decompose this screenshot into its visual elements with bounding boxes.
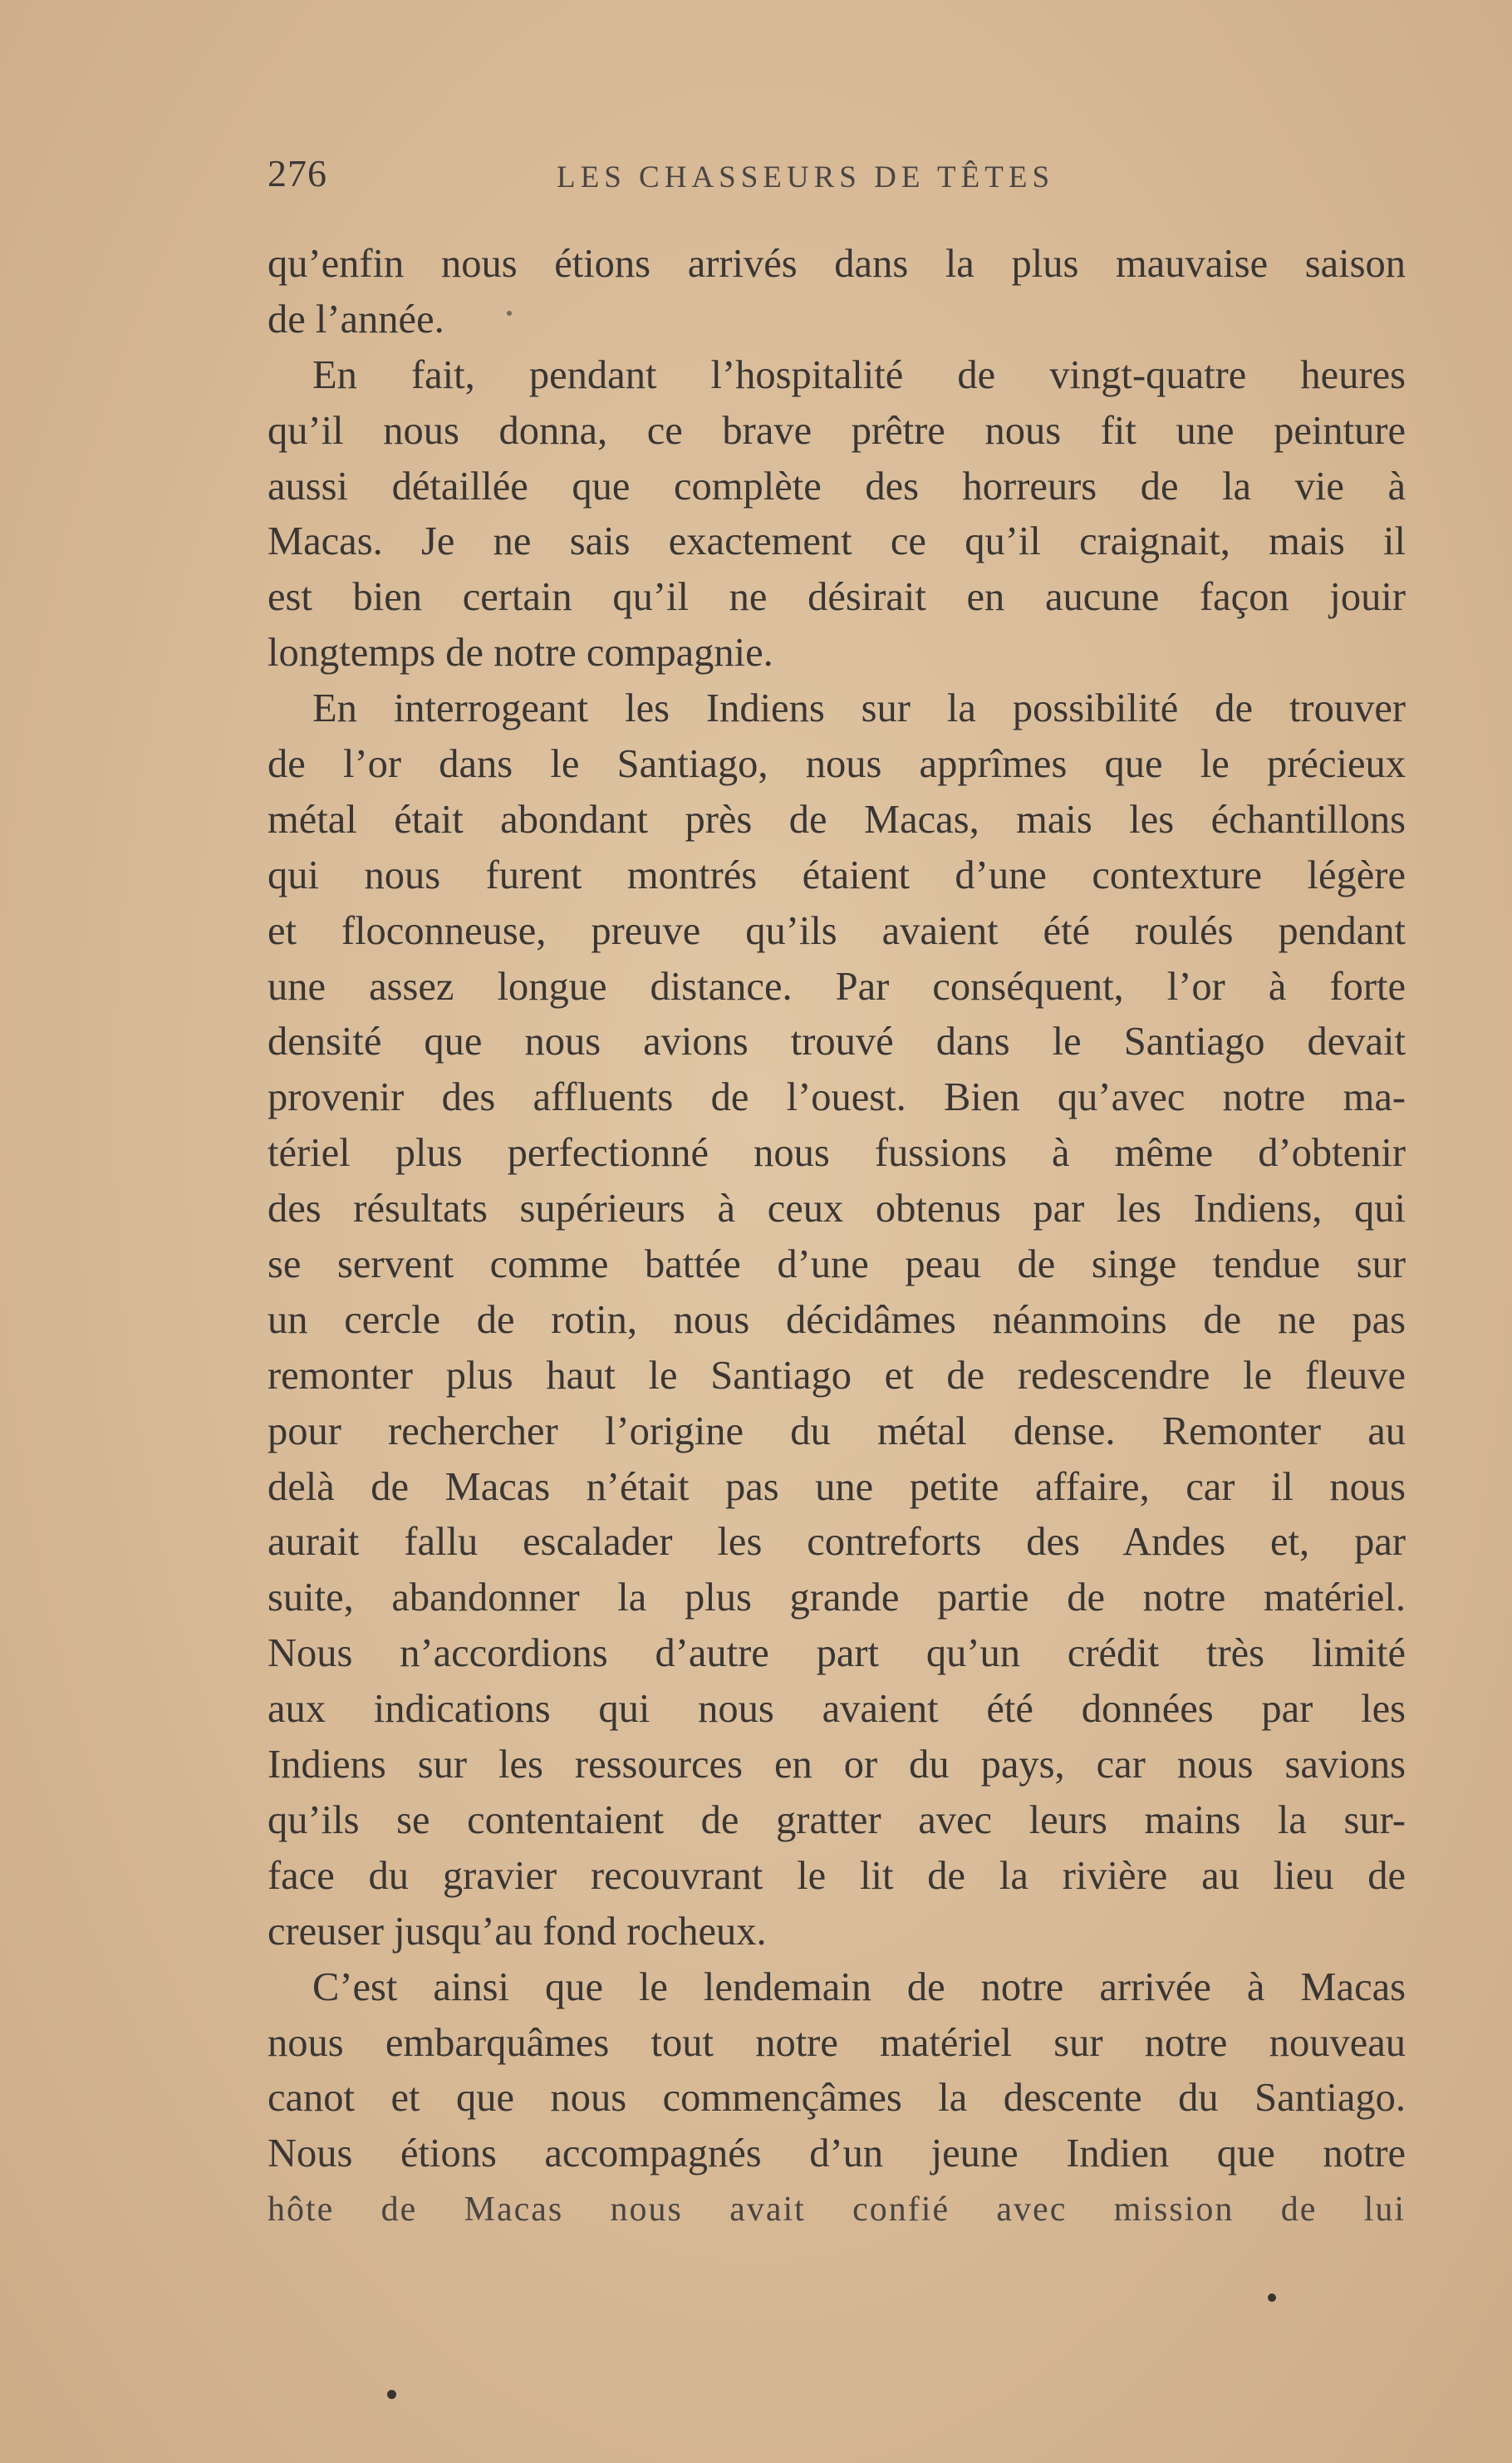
- running-title: LES CHASSEURS DE TÊTES: [557, 160, 1055, 194]
- body-text: [268, 237, 1406, 2238]
- text-line: delà de Macas n’était pas une petite affaire, car il nous: [268, 1464, 1406, 1509]
- text-line: qui nous furent montrés étaient d’une contexture légère: [268, 853, 1406, 897]
- text-line: C’est ainsi que le lendemain de notre arrivée à Macas: [312, 1964, 1406, 2009]
- text-line: et floconneuse, preuve qu’ils avaient été roulés pendant: [268, 908, 1406, 953]
- text-line: tériel plus perfectionné nous fussions à même d’obtenir: [268, 1131, 1406, 1176]
- text-line: Nous étions accompagnés d’un jeune Indien que notre: [268, 2131, 1406, 2176]
- text-line: Macas. Je ne sais exactement ce qu’il craignait, mais il: [268, 519, 1406, 564]
- text-line: provenir des affluents de l’ouest. Bien qu’avec notre ma-: [268, 1075, 1406, 1120]
- text-line: aussi détaillée que complète des horreurs de la vie à: [268, 464, 1406, 509]
- text-line: suite, abandonner la plus grande partie de notre matériel.: [268, 1576, 1406, 1620]
- text-line: face du gravier recouvrant le lit de la rivière au lieu de: [268, 1853, 1406, 1898]
- paper-speck: [387, 2390, 396, 2399]
- text-line: des résultats supérieurs à ceux obtenus par les Indiens, qui: [268, 1187, 1406, 1232]
- text-line: de l’or dans le Santiago, nous apprîmes que le précieux: [268, 742, 1406, 787]
- text-line: se servent comme battée d’une peau de singe tendue sur: [268, 1242, 1406, 1287]
- text-line: Indiens sur les ressources en or du pays, car nous savions: [268, 1743, 1406, 1787]
- text-line: qu’enfin nous étions arrivés dans la plus mauvaise saison: [268, 242, 1406, 286]
- text-line: métal était abondant près de Macas, mais les échantillons: [268, 797, 1406, 842]
- text-line: une assez longue distance. Par conséquent, l’or à forte: [268, 964, 1406, 1009]
- text-line: creuser jusqu’au fond rocheux.: [268, 1909, 767, 1954]
- text-line: est bien certain qu’il ne désirait en aucune façon jouir: [268, 575, 1406, 620]
- text-line: En interrogeant les Indiens sur la possibilité de trouver: [312, 686, 1406, 731]
- text-line: hôte de Macas nous avait confié avec mission de lui: [268, 2190, 1406, 2229]
- text-line: de l’année.: [268, 297, 444, 342]
- text-line: remonter plus haut le Santiago et de redescendre le fleuve: [268, 1353, 1406, 1398]
- paper-speck: [507, 311, 512, 316]
- page-number: 276: [268, 152, 327, 194]
- text-line: En fait, pendant l’hospitalité de vingt-quatre heures: [312, 352, 1406, 397]
- text-line: un cercle de rotin, nous décidâmes néanmoins de ne pas: [268, 1297, 1406, 1342]
- text-line: aurait fallu escalader les contreforts des Andes et, par: [268, 1520, 1406, 1565]
- text-line: densité que nous avions trouvé dans le Santiago devait: [268, 1020, 1406, 1064]
- paper-speck: [1268, 2293, 1276, 2302]
- text-line: qu’ils se contentaient de gratter avec leurs mains la sur-: [268, 1797, 1406, 1842]
- text-line: nous embarquâmes tout notre matériel sur notre nouveau: [268, 2020, 1406, 2065]
- text-line: longtemps de notre compagnie.: [268, 631, 773, 676]
- text-line: pour rechercher l’origine du métal dense. Remonter au: [268, 1408, 1406, 1453]
- text-line: canot et que nous commençâmes la descente du Santiago.: [268, 2076, 1406, 2121]
- page-header: [268, 151, 1406, 209]
- text-line: aux indications qui nous avaient été données par les: [268, 1687, 1406, 1732]
- text-line: Nous n’accordions d’autre part qu’un crédit très limité: [268, 1631, 1406, 1676]
- text-line: qu’il nous donna, ce brave prêtre nous fit une peinture: [268, 408, 1406, 453]
